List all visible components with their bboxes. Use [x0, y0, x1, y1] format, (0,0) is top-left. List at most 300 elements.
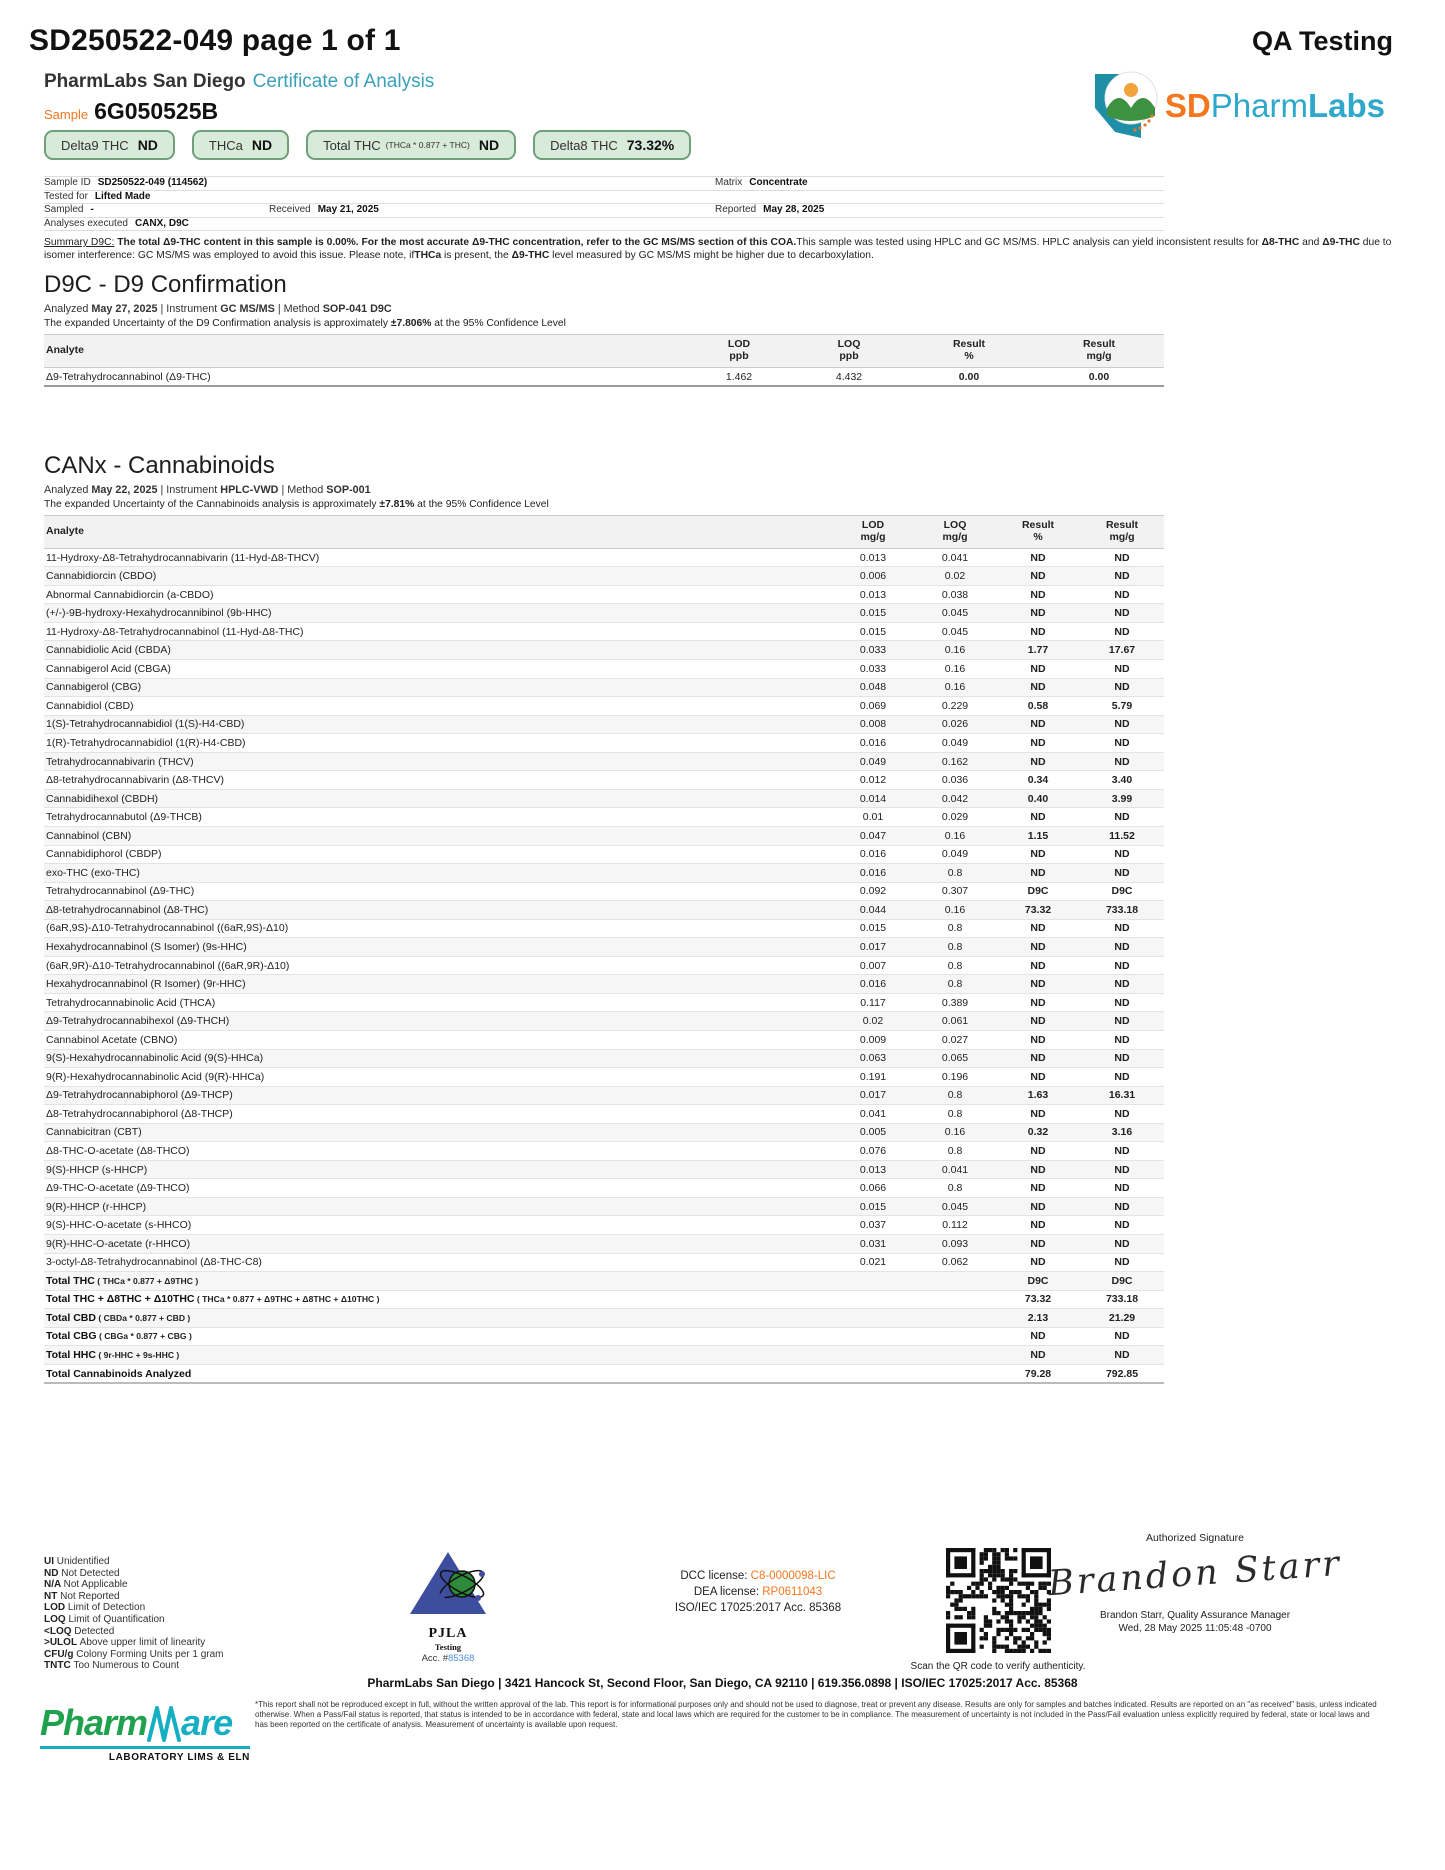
lod-cell: 0.01 — [832, 808, 914, 827]
loq-cell: 0.065 — [914, 1049, 996, 1068]
column-header-unit: mg/g — [1086, 350, 1112, 363]
column-header-unit: mg/g — [860, 531, 886, 544]
loq-cell: 0.8 — [914, 1142, 996, 1161]
result-mgg-cell: ND — [1080, 956, 1164, 975]
result-pct-cell: 0.40 — [996, 789, 1080, 808]
canx-uncertainty-line — [44, 499, 1164, 510]
text-segment: The expanded Uncertainty of the D9 Confirmation analysis is approximately — [44, 318, 391, 329]
legend-item: UI Unidentified — [44, 1556, 110, 1567]
result-mgg-cell: 792.85 — [1080, 1364, 1164, 1383]
analyte-cell: Cannabidiorcin (CBDO) — [44, 567, 832, 586]
loq-cell: 0.8 — [914, 1086, 996, 1105]
column-header-unit: % — [1033, 531, 1043, 544]
result-badge — [192, 130, 289, 160]
total-label-cell — [44, 1272, 996, 1291]
result-pct-cell: ND — [996, 1346, 1080, 1365]
result-pct-cell: 73.32 — [996, 901, 1080, 920]
column-header-line: Result — [1082, 338, 1116, 350]
sample-line — [44, 98, 218, 125]
total-row — [44, 1346, 1164, 1365]
loq-cell: 0.16 — [914, 826, 996, 845]
total-label-cell — [44, 1364, 996, 1383]
text-segment: | Instrument — [157, 303, 221, 315]
sample-info-cell — [44, 218, 189, 231]
table-row — [44, 734, 1164, 753]
badge-value: 73.32% — [626, 137, 675, 153]
result-pct-cell: ND — [996, 1216, 1080, 1235]
badge-value: ND — [251, 137, 273, 153]
analyte-cell: Cannabidiolic Acid (CBDA) — [44, 641, 832, 660]
analyte-cell: Δ9-Tetrahydrocannabihexol (Δ9-THCH) — [44, 1012, 832, 1031]
lod-cell: 0.033 — [832, 660, 914, 679]
lod-cell: 0.008 — [832, 715, 914, 734]
lod-cell: 0.012 — [832, 771, 914, 790]
result-mgg-cell: ND — [1080, 1327, 1164, 1346]
lod-cell: 0.015 — [832, 622, 914, 641]
result-badge — [306, 130, 516, 160]
total-label: Total THC — [46, 1274, 95, 1287]
result-pct-cell: ND — [996, 1049, 1080, 1068]
result-mgg-cell: ND — [1080, 1142, 1164, 1161]
lod-cell: 0.117 — [832, 993, 914, 1012]
result-pct-cell: ND — [996, 1012, 1080, 1031]
loq-cell: 0.041 — [914, 548, 996, 567]
result-pct-cell: 0.34 — [996, 771, 1080, 790]
result-mgg-cell: ND — [1080, 808, 1164, 827]
table-row — [44, 771, 1164, 790]
analyte-cell: (+/-)-9B-hydroxy-Hexahydrocannibinol (9b-HHC) — [44, 604, 832, 623]
result-mgg-cell: ND — [1080, 1012, 1164, 1031]
table-row — [44, 567, 1164, 586]
loq-cell: 0.029 — [914, 808, 996, 827]
legend-abbr: ND — [44, 1567, 62, 1579]
info-label: Received — [269, 204, 311, 216]
legend-item: >ULOL Above upper limit of linearity — [44, 1637, 206, 1649]
table-row — [44, 882, 1164, 901]
table-row — [44, 585, 1164, 604]
table-row — [44, 975, 1164, 994]
result-mgg-cell: ND — [1080, 1105, 1164, 1124]
total-label: Total THC + Δ8THC + Δ10THC — [46, 1293, 195, 1306]
analyte-cell: Δ8-Tetrahydrocannabiphorol (Δ8-THCP) — [44, 1105, 832, 1124]
result-pct-cell: ND — [996, 734, 1080, 753]
text-segment: level measured by GC MS/MS might be higher due to decarboxylation. — [549, 249, 874, 261]
legend-abbr: LOD — [44, 1602, 68, 1614]
loq-cell: 0.026 — [914, 715, 996, 734]
result-mgg-cell: D9C — [1080, 1272, 1164, 1291]
table-row — [44, 1030, 1164, 1049]
analyte-cell: Δ8-tetrahydrocannabinol (Δ8-THC) — [44, 901, 832, 920]
lod-cell: 0.009 — [832, 1030, 914, 1049]
d9c-results-table — [44, 334, 1164, 387]
sample-info-cell — [715, 204, 824, 217]
text-segment: Analyzed — [44, 484, 92, 496]
pjla-accreditation-number — [398, 1653, 498, 1664]
result-pct-cell: ND — [996, 715, 1080, 734]
result-pct-cell: ND — [996, 864, 1080, 883]
table-row — [44, 678, 1164, 697]
analyte-cell: Cannabigerol Acid (CBGA) — [44, 660, 832, 679]
result-mgg-cell: 21.29 — [1080, 1309, 1164, 1328]
analyte-cell: 1(S)-Tetrahydrocannabidiol (1(S)-H4-CBD) — [44, 715, 832, 734]
text-segment: Δ8-THC — [1261, 237, 1300, 248]
table-row — [44, 901, 1164, 920]
qa-testing-label: QA Testing — [1252, 26, 1393, 56]
canx-meta-line — [44, 484, 1164, 496]
result-pct-cell: 0.32 — [996, 1123, 1080, 1142]
analyte-cell: 9(S)-HHCP (s-HHCP) — [44, 1160, 832, 1179]
legend-abbr: NT — [44, 1590, 61, 1602]
result-mgg-cell: 16.31 — [1080, 1086, 1164, 1105]
result-mgg-cell: ND — [1080, 1216, 1164, 1235]
text-segment: and — [1299, 237, 1323, 248]
result-mgg-cell: ND — [1080, 1253, 1164, 1272]
text-segment: GC MS/MS — [220, 303, 275, 315]
result-mgg-cell: ND — [1080, 1179, 1164, 1198]
result-pct-cell: 0.00 — [904, 367, 1034, 386]
result-mgg-cell: ND — [1080, 993, 1164, 1012]
table-row — [44, 1216, 1164, 1235]
loq-cell: 0.229 — [914, 697, 996, 716]
result-pct-cell: ND — [996, 1105, 1080, 1124]
analyte-cell: (6aR,9R)-Δ10-Tetrahydrocannabinol ((6aR,9R)-Δ10) — [44, 956, 832, 975]
sample-info-cell — [44, 191, 150, 204]
sdpharmlabs-wordmark — [1165, 87, 1385, 125]
text-segment: ±7.81% — [379, 499, 415, 510]
analyte-cell: Tetrahydrocannabivarin (THCV) — [44, 752, 832, 771]
result-mgg-cell: ND — [1080, 1197, 1164, 1216]
column-header-unit: % — [964, 350, 974, 363]
result-mgg-cell: ND — [1080, 604, 1164, 623]
pjla-acc-label: Acc. # — [421, 1653, 448, 1664]
column-header-line: LOQ — [837, 338, 861, 350]
result-pct-cell: ND — [996, 956, 1080, 975]
table-row — [44, 1049, 1164, 1068]
result-pct-cell: 79.28 — [996, 1364, 1080, 1383]
d9c-uncertainty-line — [44, 318, 1164, 329]
lod-cell: 0.017 — [832, 1086, 914, 1105]
result-pct-cell: ND — [996, 1068, 1080, 1087]
loq-cell: 0.8 — [914, 1105, 996, 1124]
result-mgg-cell: 733.18 — [1080, 1290, 1164, 1309]
result-mgg-cell: ND — [1080, 1049, 1164, 1068]
license-value: RP0611043 — [762, 1586, 823, 1598]
badge-value: ND — [478, 137, 500, 153]
info-label: Analyses executed — [44, 217, 128, 229]
analyte-cell: Hexahydrocannabinol (S Isomer) (9s-HHC) — [44, 938, 832, 957]
loq-cell: 0.389 — [914, 993, 996, 1012]
pharmware-part2: are — [181, 1702, 233, 1743]
license-label: DCC license: — [680, 1570, 751, 1582]
column-header-unit: mg/g — [1109, 531, 1135, 544]
lod-cell: 0.041 — [832, 1105, 914, 1124]
signer-name-title: Brandon Starr, Quality Assurance Manager — [1099, 1610, 1291, 1621]
table-row — [44, 622, 1164, 641]
result-badges — [44, 130, 691, 160]
legend-abbr: TNTC — [44, 1660, 74, 1672]
text-segment: May 27, 2025 — [91, 303, 158, 315]
column-header-unit: ppb — [729, 350, 749, 363]
result-pct-cell: ND — [996, 1179, 1080, 1198]
table-row — [44, 1086, 1164, 1105]
result-mgg-cell: ND — [1080, 919, 1164, 938]
legend-item: TNTC Too Numerous to Count — [44, 1660, 180, 1672]
info-value: - — [90, 204, 94, 216]
analyte-cell: Tetrahydrocannabinol (Δ9-THC) — [44, 882, 832, 901]
table-row — [44, 956, 1164, 975]
legend-item: N/A Not Applicable — [44, 1579, 128, 1591]
lod-cell: 0.092 — [832, 882, 914, 901]
column-header-line: LOD — [861, 519, 885, 531]
text-segment: ±7.806% — [390, 318, 432, 329]
table-row — [44, 808, 1164, 827]
sample-info-cell — [269, 204, 379, 217]
table-row — [44, 1234, 1164, 1253]
analyte-cell: Cannabinol Acetate (CBNO) — [44, 1030, 832, 1049]
lod-cell: 0.063 — [832, 1049, 914, 1068]
pjla-accreditation — [398, 1548, 498, 1664]
numeric-column-header — [914, 516, 996, 549]
lod-cell: 0.191 — [832, 1068, 914, 1087]
doc-type: Certificate of Analysis — [252, 71, 435, 92]
loq-cell: 0.062 — [914, 1253, 996, 1272]
result-pct-cell: ND — [996, 660, 1080, 679]
total-label: Total HHC — [46, 1349, 96, 1362]
license-label: DEA license: — [693, 1586, 763, 1598]
loq-cell: 0.16 — [914, 660, 996, 679]
result-pct-cell: ND — [996, 567, 1080, 586]
pharmware-logo — [40, 1702, 250, 1763]
lod-cell: 0.015 — [832, 919, 914, 938]
result-mgg-cell: ND — [1080, 678, 1164, 697]
analyte-cell: 3-octyl-Δ8-Tetrahydrocannabinol (Δ8-THC-C8) — [44, 1253, 832, 1272]
analyte-cell: Δ8-tetrahydrocannabivarin (Δ8-THCV) — [44, 771, 832, 790]
results-table — [44, 515, 1164, 1384]
info-label: Tested for — [44, 190, 88, 202]
text-segment: at the 95% Confidence Level — [431, 318, 566, 329]
sample-info-cell — [715, 177, 808, 190]
loq-cell: 0.045 — [914, 604, 996, 623]
loq-cell: 0.02 — [914, 567, 996, 586]
result-mgg-cell: ND — [1080, 752, 1164, 771]
numeric-column-header — [1080, 516, 1164, 549]
result-pct-cell: ND — [996, 1030, 1080, 1049]
result-pct-cell: ND — [996, 845, 1080, 864]
pjla-name: PJLA — [428, 1626, 468, 1641]
text-segment: HPLC-VWD — [220, 484, 279, 496]
column-header-line: Result — [952, 338, 986, 350]
result-pct-cell: 73.32 — [996, 1290, 1080, 1309]
loq-cell: 0.049 — [914, 734, 996, 753]
total-label: Total CBG — [46, 1330, 97, 1343]
result-pct-cell: 1.63 — [996, 1086, 1080, 1105]
column-header-unit: mg/g — [942, 531, 968, 544]
text-segment: Δ9-THC — [511, 249, 550, 261]
legend-abbr: CFU/g — [44, 1648, 77, 1660]
legend-item: LOD Limit of Detection — [44, 1602, 146, 1614]
analyte-cell: Cannabinol (CBN) — [44, 826, 832, 845]
loq-cell: 0.036 — [914, 771, 996, 790]
total-label-cell — [44, 1309, 996, 1328]
table-row — [44, 641, 1164, 660]
disclaimer-text: *This report shall not be reproduced except in full, without the written approval of the lab. This report is for informational purposes only and should not be used to diagnose, treat or prevent any disease. Results are only for samples and batches indicated. Results are reported on an "as received" basis, unless indicated otherwise. When a Pass/Fail status is reported, that status is intended to be in accordance with federal, state and local laws which are required for the customer to be in compliance. The measurement of uncertainty is not included in the Pass/Fail evaluation unless explicitly required by federal, state or local laws and has been reported on the certificate of analysis. Measurement of uncertainty is available upon request. — [255, 1700, 1377, 1729]
loq-cell: 0.8 — [914, 975, 996, 994]
legend-item: NT Not Reported — [44, 1590, 120, 1602]
loq-cell: 0.8 — [914, 956, 996, 975]
analyte-cell: Δ9-Tetrahydrocannabinol (Δ9-THC) — [44, 367, 684, 386]
pjla-logo-icon — [402, 1548, 494, 1620]
result-pct-cell: D9C — [996, 1272, 1080, 1291]
sample-info-cell — [44, 204, 94, 217]
lod-cell: 0.013 — [832, 1160, 914, 1179]
analyte-cell: 9(S)-HHC-O-acetate (s-HHCO) — [44, 1216, 832, 1235]
result-pct-cell: ND — [996, 585, 1080, 604]
text-segment: May 22, 2025 — [91, 484, 158, 496]
lab-title-line — [44, 71, 434, 93]
legend-abbr: LOQ — [44, 1613, 69, 1625]
text-segment: SOP-001 — [326, 484, 371, 496]
table-row — [44, 367, 1164, 386]
text-segment: The expanded Uncertainty of the Cannabinoids analysis is approximately — [44, 499, 380, 510]
info-label: Reported — [715, 204, 757, 216]
badge-label: Delta9 THC — [61, 137, 129, 153]
analyte-cell: Cannabicitran (CBT) — [44, 1123, 832, 1142]
loq-cell: 0.112 — [914, 1216, 996, 1235]
lod-cell: 0.069 — [832, 697, 914, 716]
loq-cell: 0.8 — [914, 938, 996, 957]
sdpharmlabs-emblem-icon — [1089, 68, 1161, 144]
license-value: C8-0000098-LIC — [750, 1570, 836, 1582]
numeric-column-header — [1034, 335, 1164, 368]
loq-cell: 0.16 — [914, 901, 996, 920]
result-mgg-cell: 3.40 — [1080, 771, 1164, 790]
result-pct-cell: ND — [996, 808, 1080, 827]
pjla-sub: Testing — [434, 1642, 462, 1652]
abbreviation-legend — [44, 1556, 224, 1672]
badge-label: Total THC — [323, 137, 381, 153]
numeric-column-header — [832, 516, 914, 549]
text-segment: | Method — [278, 484, 327, 496]
text-segment: due to isomer interference: GC MS/MS was employed to avoid this issue. Please note, if — [44, 237, 1392, 261]
text-segment: Δ9-THC — [1322, 237, 1360, 248]
lab-name: PharmLabs San Diego — [44, 71, 246, 92]
loq-cell: 0.8 — [914, 864, 996, 883]
sample-info-table — [44, 176, 1164, 231]
sample-info-row — [44, 191, 1164, 205]
info-value: May 21, 2025 — [317, 204, 379, 216]
lod-cell: 0.013 — [832, 548, 914, 567]
info-label: Sampled — [44, 204, 84, 216]
column-header-line: Result — [1021, 519, 1055, 531]
text-segment: | Instrument — [157, 484, 221, 496]
analyte-column-header: Analyte — [44, 335, 684, 368]
signature-block — [1045, 1532, 1345, 1634]
total-label-cell — [44, 1290, 996, 1309]
total-formula: ( THCa * 0.877 + Δ9THC ) — [94, 1275, 199, 1286]
analyte-cell: (6aR,9S)-Δ10-Tetrahydrocannabinol ((6aR,9S)-Δ10) — [44, 919, 832, 938]
table-row — [44, 1068, 1164, 1087]
total-formula: ( 9r-HHC + 9s-HHC ) — [95, 1350, 180, 1361]
legend-abbr: >ULOL — [44, 1637, 80, 1649]
text-segment: at the 95% Confidence Level — [414, 499, 549, 510]
loq-cell: 0.8 — [914, 919, 996, 938]
legend-item: LOQ Limit of Quantification — [44, 1613, 165, 1625]
table-row — [44, 1012, 1164, 1031]
text-segment: This sample was tested using HPLC and GC MS/MS. HPLC analysis can yield inconsistent results for — [796, 237, 1262, 248]
result-mgg-cell: ND — [1080, 734, 1164, 753]
analyte-cell: Cannabidihexol (CBDH) — [44, 789, 832, 808]
lod-cell: 0.006 — [832, 567, 914, 586]
result-mgg-cell: ND — [1080, 975, 1164, 994]
column-header-line: Result — [1105, 519, 1139, 531]
authorized-signature-label: Authorized Signature — [1145, 1532, 1245, 1544]
pharmware-wave-icon — [147, 1704, 181, 1744]
license-line — [628, 1584, 888, 1600]
table-row — [44, 864, 1164, 883]
table-row — [44, 845, 1164, 864]
analyte-cell: 11-Hydroxy-Δ8-Tetrahydrocannabivarin (11-Hyd-Δ8-THCV) — [44, 548, 832, 567]
loq-cell: 0.16 — [914, 678, 996, 697]
loq-cell: 0.093 — [914, 1234, 996, 1253]
analyte-cell: exo-THC (exo-THC) — [44, 864, 832, 883]
result-pct-cell: ND — [996, 548, 1080, 567]
lod-cell: 0.02 — [832, 1012, 914, 1031]
loq-cell: 0.042 — [914, 789, 996, 808]
text-segment: Analyzed — [44, 303, 92, 315]
loq-cell: 0.16 — [914, 641, 996, 660]
lod-cell: 0.021 — [832, 1253, 914, 1272]
result-pct-cell: 1.77 — [996, 641, 1080, 660]
result-badge — [533, 130, 691, 160]
table-body — [44, 367, 1164, 386]
result-pct-cell: ND — [996, 993, 1080, 1012]
result-mgg-cell: ND — [1080, 548, 1164, 567]
table-row — [44, 660, 1164, 679]
loq-cell: 4.432 — [794, 367, 904, 386]
lod-cell: 1.462 — [684, 367, 794, 386]
analyte-cell: Δ9-THC-O-acetate (Δ9-THCO) — [44, 1179, 832, 1198]
table-row — [44, 1160, 1164, 1179]
legend-abbr: N/A — [44, 1579, 64, 1591]
loq-cell: 0.061 — [914, 1012, 996, 1031]
pharmware-subtitle: LABORATORY LIMS & ELN — [108, 1752, 250, 1763]
total-label: Total Cannabinoids Analyzed — [46, 1367, 192, 1380]
text-segment: | Method — [274, 303, 323, 315]
logo-sd-text: SD — [1164, 87, 1211, 124]
result-pct-cell: ND — [996, 1197, 1080, 1216]
lod-cell: 0.013 — [832, 585, 914, 604]
result-pct-cell: ND — [996, 1160, 1080, 1179]
result-mgg-cell: 17.67 — [1080, 641, 1164, 660]
text-segment: The total Δ9-THC content in this sample is 0.00%. For the most accurate Δ9-THC concentration, refer to the GC MS/MS section of this COA. — [114, 237, 797, 248]
license-label: ISO/IEC 17025:2017 Acc. 85368 — [674, 1602, 842, 1614]
info-value: CANX, D9C — [134, 217, 189, 229]
analyte-cell: Cannabidiol (CBD) — [44, 697, 832, 716]
info-label: Sample ID — [44, 177, 91, 188]
table-row — [44, 548, 1164, 567]
loq-cell: 0.049 — [914, 845, 996, 864]
license-block — [628, 1568, 888, 1616]
result-mgg-cell: ND — [1080, 660, 1164, 679]
legend-item: ND Not Detected — [44, 1567, 120, 1579]
badge-label: Delta8 THC — [550, 137, 618, 153]
sample-info-cell — [44, 177, 207, 190]
result-pct-cell: ND — [996, 1253, 1080, 1272]
analyte-cell: 9(R)-HHC-O-acetate (r-HHCO) — [44, 1234, 832, 1253]
result-mgg-cell: 5.79 — [1080, 697, 1164, 716]
table-row — [44, 604, 1164, 623]
lod-cell: 0.016 — [832, 864, 914, 883]
